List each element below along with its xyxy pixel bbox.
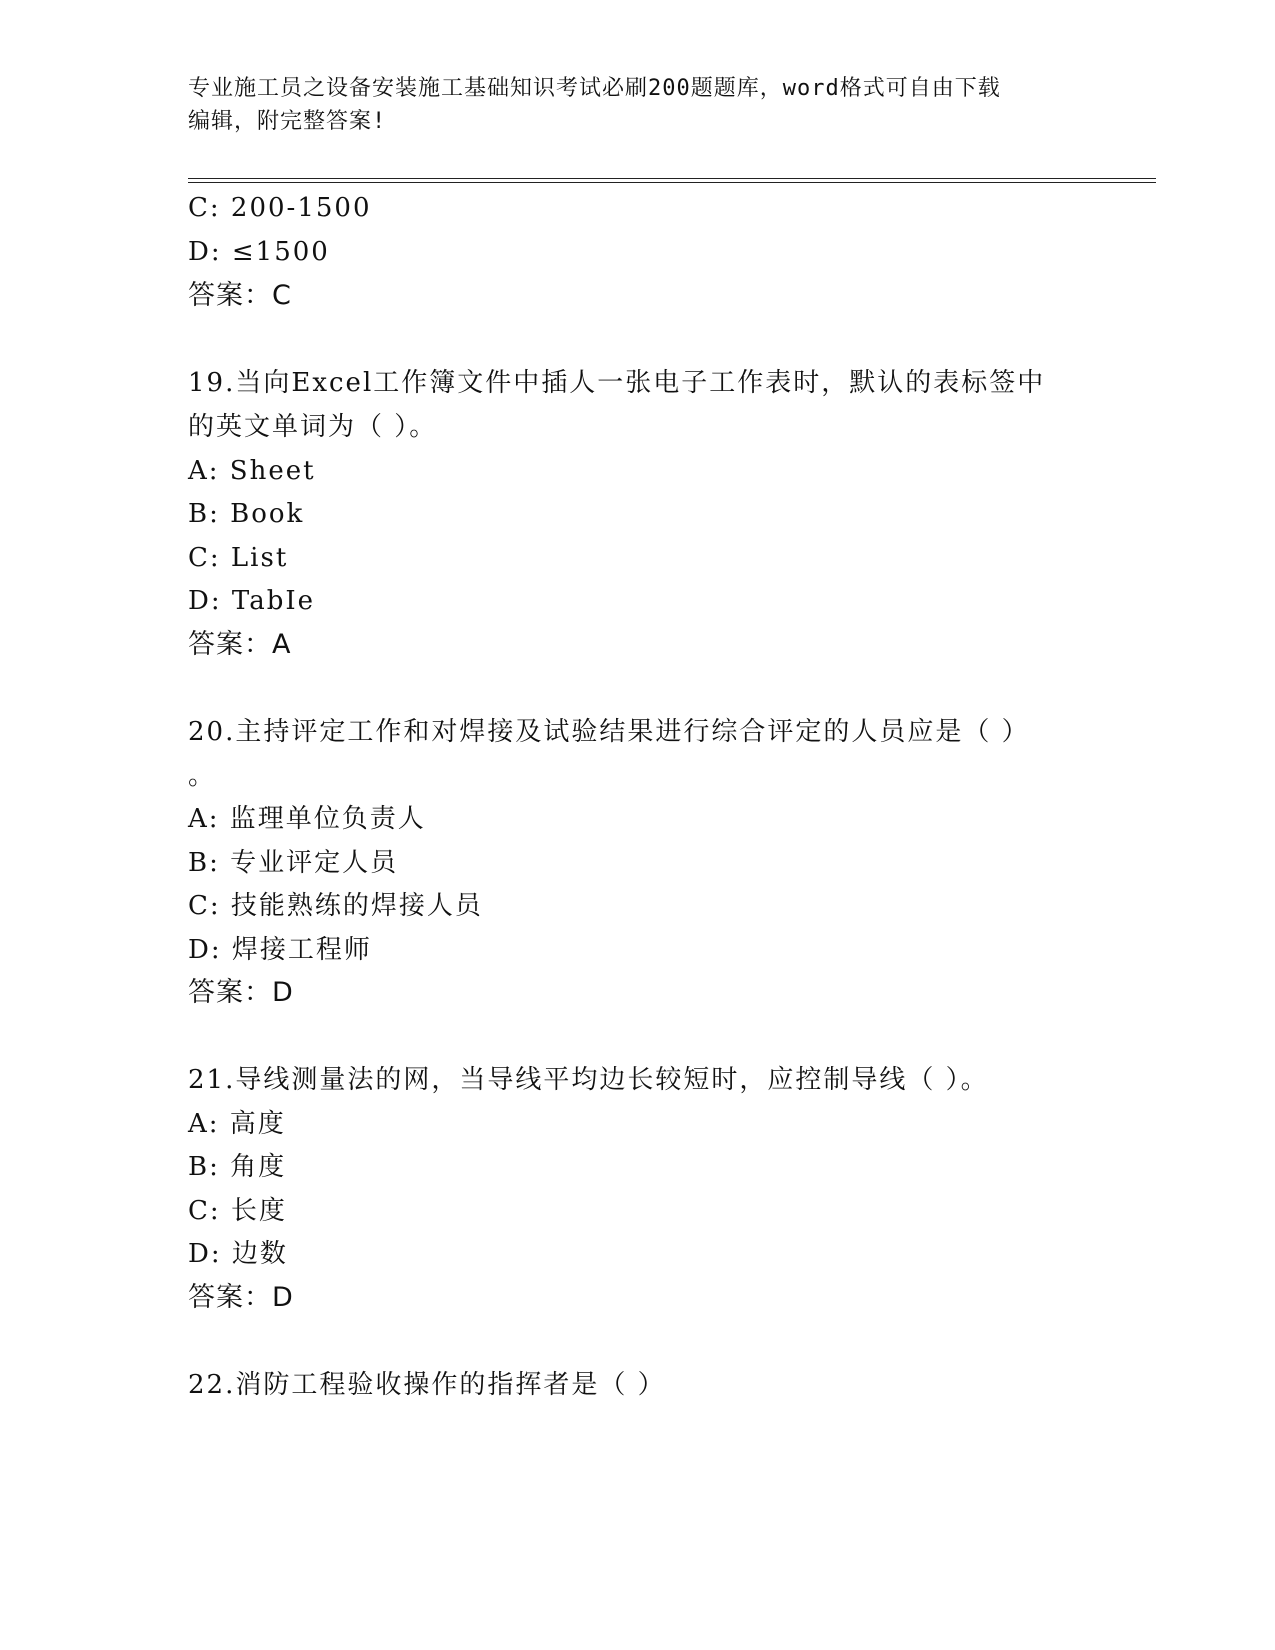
option-d: D: ≤1500 [188, 237, 330, 267]
header-title-line-1: 专业施工员之设备安装施工基础知识考试必刷200题题库，word格式可自由下载 [188, 76, 1001, 101]
question-22-text-line-1: 22.消防工程验收操作的指挥者是（ ） [188, 1370, 666, 1400]
document-header [188, 72, 1088, 138]
answer-line: 答案：C [188, 280, 292, 311]
header-divider-bottom [188, 182, 1156, 183]
header-title-line-2: 编辑，附完整答案! [188, 109, 387, 134]
question-21-option-b: B: 角度 [188, 1152, 287, 1182]
question-20-option-c: C: 技能熟练的焊接人员 [188, 891, 483, 921]
question-20-answer: 答案：D [188, 977, 294, 1008]
question-19-answer: 答案：A [188, 629, 292, 660]
question-19-text-line-2: 的英文单词为（ ）。 [188, 412, 438, 442]
question-20-text-line-1: 20.主持评定工作和对焊接及试验结果进行综合评定的人员应是（ ） [188, 717, 1030, 747]
question-20-text-line-2: 。 [188, 761, 217, 791]
question-19-option-c: C: List [188, 543, 289, 573]
question-21-text-line-1: 21.导线测量法的网，当导线平均边长较短时，应控制导线（ ）。 [188, 1065, 989, 1095]
question-20-option-b: B: 专业评定人员 [188, 848, 399, 878]
question-19-option-b: B: Book [188, 499, 305, 529]
option-c: C: 200-1500 [188, 193, 372, 223]
question-19-option-a: A: Sheet [188, 456, 316, 486]
question-19-option-d: D: TabIe [188, 586, 315, 616]
header-divider-top [188, 178, 1156, 179]
question-21-option-a: A: 高度 [188, 1109, 286, 1139]
question-20-option-a: A: 监理单位负责人 [188, 804, 426, 834]
question-21-answer: 答案：D [188, 1282, 294, 1313]
question-19-text-line-1: 19.当向Excel工作簿文件中插人一张电子工作表时，默认的表标签中 [188, 368, 1046, 398]
question-21-option-d: D: 边数 [188, 1239, 288, 1269]
question-21-option-c: C: 长度 [188, 1196, 287, 1226]
question-20-option-d: D: 焊接工程师 [188, 935, 372, 965]
